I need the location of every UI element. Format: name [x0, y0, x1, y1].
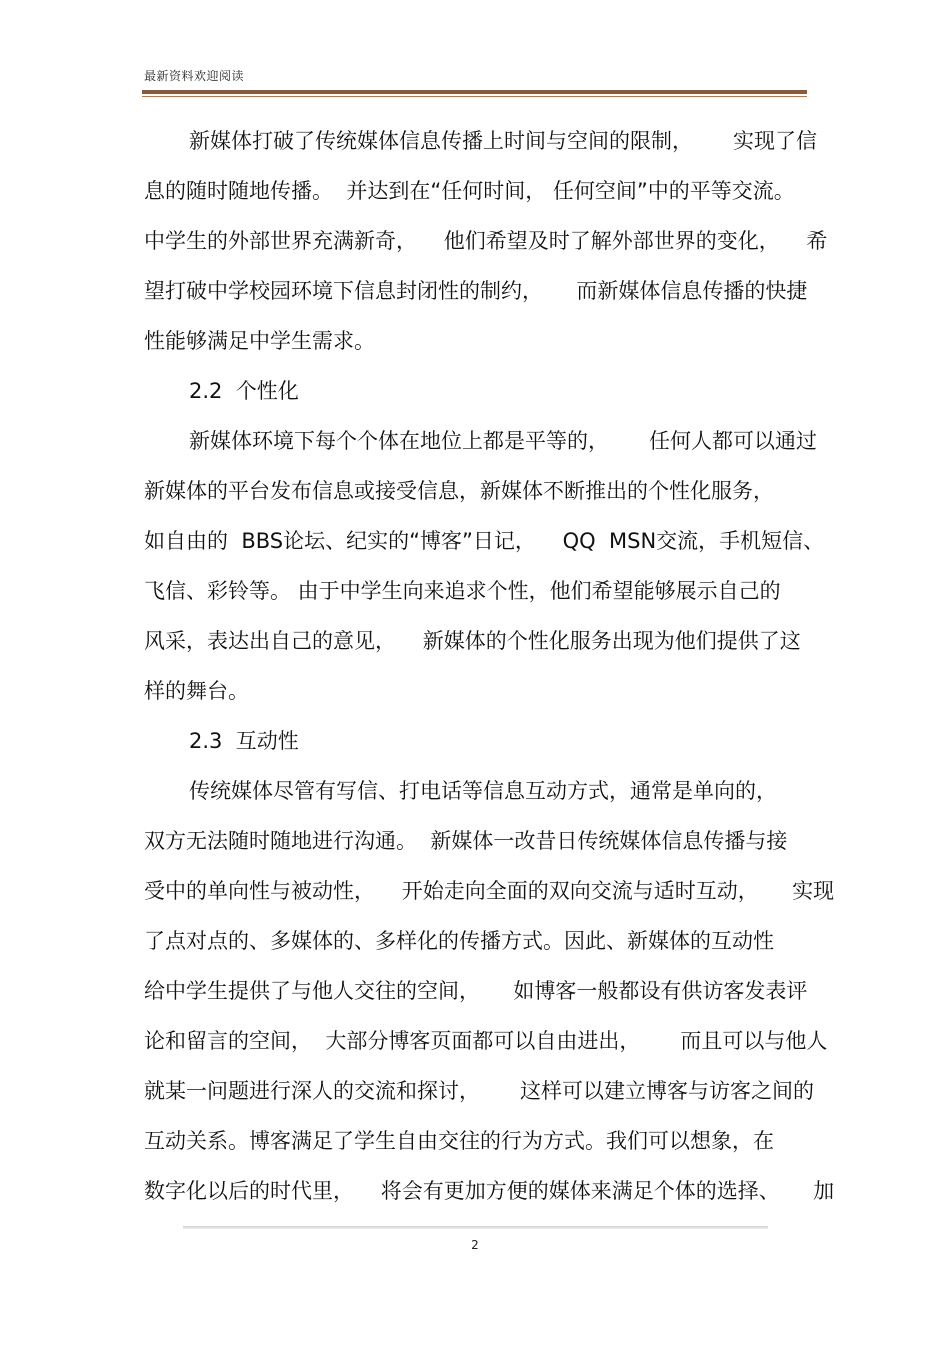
paragraph-line: 新媒体的平台发布信息或接受信息，新媒体不断推出的个性化服务， — [144, 479, 774, 503]
page-number: 2 — [471, 1238, 479, 1252]
paragraph-line: 论和留言的空间， 大部分博客页面都可以自由进出， 而且可以与他人 — [144, 1029, 828, 1053]
paragraph-line: 新媒体打破了传统媒体信息传播上时间与空间的限制， 实现了信 — [189, 129, 818, 153]
paragraph-line: 双方无法随时随地进行沟通。 新媒体一改昔日传统媒体信息传播与接 — [144, 829, 788, 853]
paragraph-line: 传统媒体尽管有写信、打电话等信息互动方式，通常是单向的， — [189, 779, 777, 803]
paragraph-line: 如自由的 BBS论坛、纪实的“博客”日记， QQ MSN交流，手机短信、 — [144, 529, 825, 553]
paragraph-line: 数字化以后的时代里， 将会有更加方便的媒体来满足个体的选择、 加 — [144, 1179, 835, 1203]
paragraph-line: 样的舞台。 — [144, 679, 249, 703]
section-heading: 2.3 互动性 — [189, 729, 299, 753]
section-heading: 2.2 个性化 — [189, 379, 299, 403]
paragraph-line: 了点对点的、多媒体的、多样化的传播方式。因此、新媒体的互动性 — [144, 929, 774, 953]
paragraph-line: 性能够满足中学生需求。 — [144, 329, 375, 353]
paragraph-line: 受中的单向性与被动性， 开始走向全面的双向交流与适时互动， 实现 — [144, 879, 835, 903]
header-rule-thin — [142, 96, 807, 97]
paragraph-line: 就某一问题进行深人的交流和探讨， 这样可以建立博客与访客之间的 — [144, 1079, 815, 1103]
paragraph-line: 望打破中学校园环境下信息封闭性的制约， 而新媒体信息传播的快捷 — [144, 279, 808, 303]
footer-rule — [183, 1226, 768, 1229]
paragraph-line: 风采，表达出自己的意见， 新媒体的个性化服务出现为他们提供了这 — [144, 629, 801, 653]
paragraph-line: 给中学生提供了与他人交往的空间， 如博客一般都设有供访客发表评 — [144, 979, 808, 1003]
paragraph-line: 飞信、彩铃等。 由于中学生向来追求个性，他们希望能够展示自己的 — [144, 579, 781, 603]
header-rule — [142, 90, 807, 94]
paragraph-line: 息的随时随地传播。 并达到在“任何时间， 任何空间”中的平等交流。 — [144, 179, 795, 203]
paragraph-line: 新媒体环境下每个个体在地位上都是平等的， 任何人都可以通过 — [189, 429, 818, 453]
paragraph-line: 互动关系。博客满足了学生自由交往的行为方式。我们可以想象，在 — [144, 1129, 774, 1153]
paragraph-line: 中学生的外部世界充满新奇， 他们希望及时了解外部世界的变化， 希 — [144, 229, 828, 253]
running-header: 最新资料欢迎阅读 — [144, 69, 245, 83]
